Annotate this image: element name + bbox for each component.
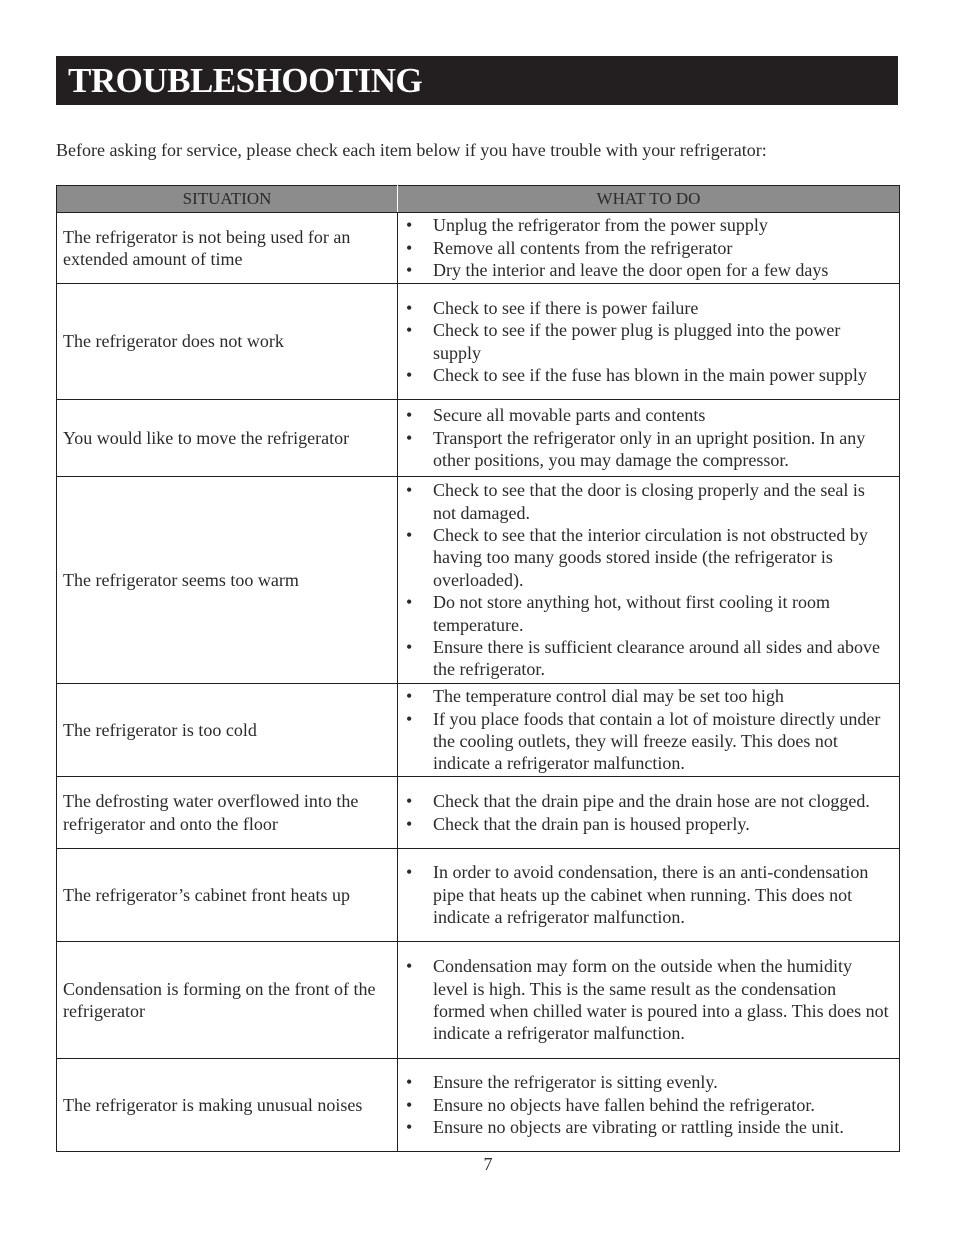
bullet-icon: • [406, 813, 413, 834]
list-item [404, 364, 891, 386]
situation-cell: The refrigerator is too cold [57, 684, 398, 777]
table-header-row [57, 186, 900, 213]
action-text: Check to see if the fuse has blown in the main power supply [433, 364, 867, 385]
what-to-do-cell [398, 1059, 900, 1152]
action-list [404, 790, 891, 835]
action-text: Secure all movable parts and contents [433, 405, 706, 426]
situation-cell: Condensation is forming on the front of the refrigerator [57, 942, 398, 1059]
bullet-icon: • [406, 862, 413, 883]
action-text: Remove all contents from the refrigerator [433, 237, 733, 258]
action-list [404, 479, 891, 681]
list-item [404, 214, 891, 236]
what-to-do-cell [398, 284, 900, 400]
bullet-icon: • [406, 320, 413, 341]
bullet-icon: • [406, 956, 413, 977]
list-item [404, 708, 891, 775]
table-row [57, 213, 900, 284]
table-row [57, 849, 900, 942]
action-text: Check that the drain pan is housed properly. [433, 813, 750, 834]
action-list [404, 861, 891, 928]
action-text: Check that the drain pipe and the drain hose are not clogged. [433, 791, 870, 812]
list-item [404, 591, 891, 636]
list-item [404, 479, 891, 524]
action-text: Check to see if there is power failure [433, 297, 699, 318]
what-to-do-cell [398, 400, 900, 477]
bullet-icon: • [406, 708, 413, 729]
situation-cell: The refrigerator does not work [57, 284, 398, 400]
header-what-to-do: WHAT TO DO [398, 186, 900, 213]
title-bar [56, 56, 898, 105]
situation-cell: The refrigerator’s cabinet front heats up [57, 849, 398, 942]
action-list [404, 404, 891, 471]
list-item [404, 861, 891, 928]
bullet-icon: • [406, 637, 413, 658]
action-list [404, 214, 891, 281]
list-item [404, 524, 891, 591]
situation-cell: You would like to move the refrigerator [57, 400, 398, 477]
list-item [404, 955, 891, 1045]
bullet-icon: • [406, 427, 413, 448]
list-item [404, 427, 891, 472]
troubleshooting-table [56, 185, 900, 1152]
situation-cell: The refrigerator seems too warm [57, 477, 398, 684]
action-text: Dry the interior and leave the door open for a few days [433, 260, 829, 281]
action-text: Condensation may form on the outside when the humidity level is high. This is the same result as the condensation formed when chilled water is poured into a glass. This does not indicate a refrigerator malfunction. [433, 956, 889, 1044]
bullet-icon: • [406, 480, 413, 501]
action-list [404, 685, 891, 775]
action-list [404, 1071, 891, 1138]
action-text: Ensure no objects are vibrating or rattling inside the unit. [433, 1117, 844, 1138]
bullet-icon: • [406, 686, 413, 707]
table-body [57, 213, 900, 1152]
bullet-icon: • [406, 791, 413, 812]
action-text: If you place foods that contain a lot of moisture directly under the cooling outlets, they will freeze easily. This does not indicate a refrigerator malfunction. [433, 708, 881, 774]
what-to-do-cell [398, 849, 900, 942]
bullet-icon: • [406, 364, 413, 385]
bullet-icon: • [406, 1117, 413, 1138]
what-to-do-cell [398, 684, 900, 777]
situation-cell: The defrosting water overflowed into the refrigerator and onto the floor [57, 777, 398, 849]
page-number: 7 [483, 1154, 493, 1174]
intro-text: Before asking for service, please check each item below if you have trouble with your refrigerator: [56, 140, 767, 160]
list-item [404, 636, 891, 681]
bullet-icon: • [406, 405, 413, 426]
list-item [404, 813, 891, 835]
table-row [57, 400, 900, 477]
action-text: Check to see if the power plug is plugged into the power supply [433, 320, 841, 363]
bullet-icon: • [406, 237, 413, 258]
list-item [404, 237, 891, 259]
table-row [57, 284, 900, 400]
table-row [57, 942, 900, 1059]
list-item [404, 685, 891, 707]
bullet-icon: • [406, 1094, 413, 1115]
page-title: TROUBLESHOOTING [68, 61, 423, 100]
bullet-icon: • [406, 592, 413, 613]
header-situation: SITUATION [57, 186, 398, 213]
bullet-icon: • [406, 524, 413, 545]
action-text: The temperature control dial may be set too high [433, 686, 784, 707]
bullet-icon: • [406, 1072, 413, 1093]
what-to-do-cell [398, 777, 900, 849]
action-list [404, 955, 891, 1045]
situation-cell: The refrigerator is not being used for an extended amount of time [57, 213, 398, 284]
list-item [404, 404, 891, 426]
action-text: Transport the refrigerator only in an upright position. In any other positions, you may damage the compressor. [433, 427, 866, 471]
action-text: Check to see that the door is closing properly and the seal is not damaged. [433, 480, 865, 523]
table-row [57, 777, 900, 849]
action-text: Ensure no objects have fallen behind the refrigerator. [433, 1094, 815, 1115]
list-item [404, 790, 891, 812]
bullet-icon: • [406, 297, 413, 318]
action-text: Ensure the refrigerator is sitting evenly. [433, 1072, 718, 1093]
what-to-do-cell [398, 942, 900, 1059]
action-text: Do not store anything hot, without first cooling it room temperature. [433, 592, 830, 635]
list-item [404, 1071, 891, 1093]
action-text: Check to see that the interior circulation is not obstructed by having too many goods stored inside (the refrigerator is overloaded). [433, 524, 868, 590]
situation-cell: The refrigerator is making unusual noises [57, 1059, 398, 1152]
list-item [404, 1116, 891, 1138]
bullet-icon: • [406, 215, 413, 236]
list-item [404, 297, 891, 319]
what-to-do-cell [398, 213, 900, 284]
table-row [57, 477, 900, 684]
table-row [57, 1059, 900, 1152]
table-row [57, 684, 900, 777]
action-list [404, 297, 891, 387]
bullet-icon: • [406, 260, 413, 281]
list-item [404, 1094, 891, 1116]
action-text: In order to avoid condensation, there is an anti-condensation pipe that heats up the cabinet when running. This does not indicate a refrigerator malfunction. [433, 862, 869, 928]
what-to-do-cell [398, 477, 900, 684]
action-text: Ensure there is sufficient clearance around all sides and above the refrigerator. [433, 637, 880, 680]
list-item [404, 319, 891, 364]
action-text: Unplug the refrigerator from the power supply [433, 215, 768, 236]
list-item [404, 259, 891, 281]
